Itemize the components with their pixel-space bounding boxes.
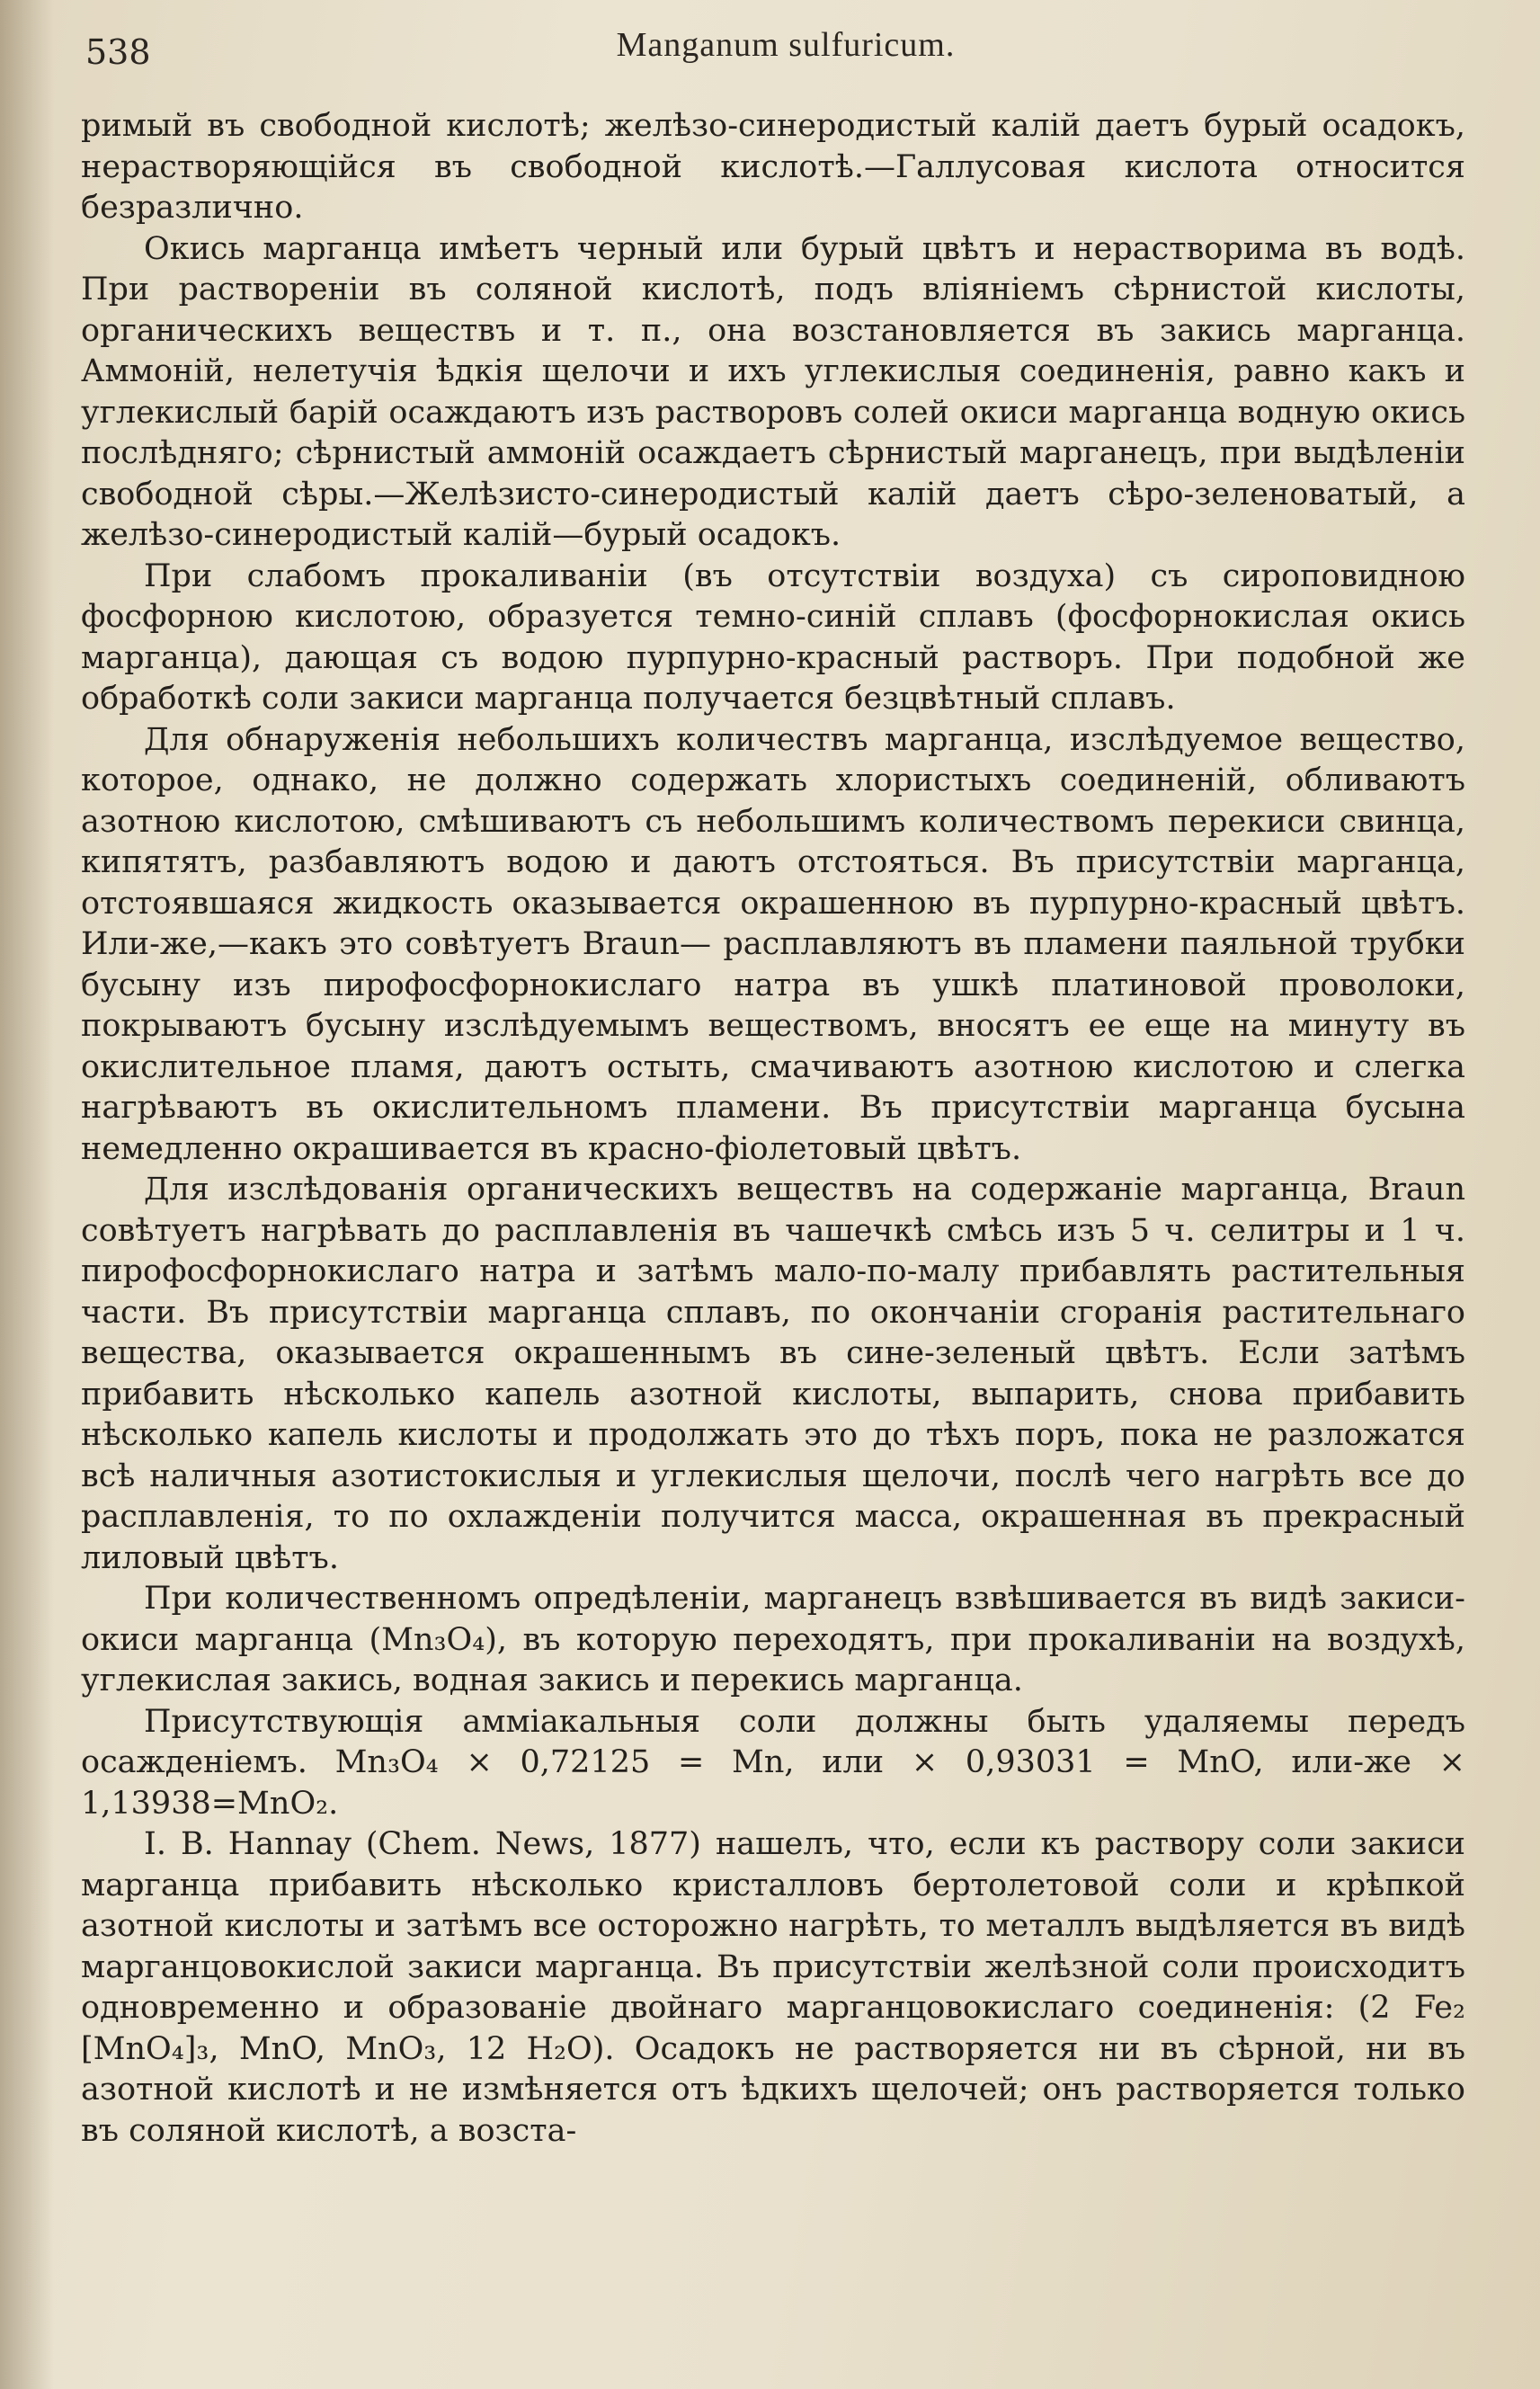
body-text xyxy=(81,106,1465,2152)
page-header xyxy=(85,25,1486,79)
paragraph: При слабомъ прокаливаніи (въ отсутствіи воздуха) съ сироповидною фосфорною кислотою, образуется темно-синій сплавъ (фосфорнокислая окись марганца), дающая съ водою пурпурно-красный растворъ. При подобной же обработкѣ соли закиси марганца получается безцвѣтный сплавъ. xyxy=(81,557,1465,717)
paragraph: Окись марганца имѣетъ черный или бурый цвѣтъ и нерастворима въ водѣ. При растворенiи въ соляной кислотѣ, подъ вліяніемъ сѣрнистой кислоты, органическихъ веществъ и т. п., она возстановляется въ закись марганца. Аммоній, нелетучія ѣдкія щелочи и ихъ углекислыя соединенія, равно какъ и углекислый барій осаждаютъ изъ растворовъ солей окиси марганца водную окись послѣдняго; сѣрнистый аммоній осаждаетъ сѣрнистый марганецъ, при выдѣленіи свободной сѣры.—Желѣзисто-синеродистый калій даетъ сѣро-зеленоватый, а желѣзо-синеродистый калій—бурый осадокъ. xyxy=(81,230,1465,553)
page-number: 538 xyxy=(85,32,151,72)
paragraph: Присутствующія амміакальныя соли должны быть удаляемы передъ осажденіемъ. Mn₃O₄ × 0,72125 = Mn, или × 0,93031 = MnO, или-же × 1,13938=MnO₂. xyxy=(81,1703,1465,1822)
running-title: Manganum sulfuricum. xyxy=(616,26,956,64)
paragraph: Для изслѣдованія органическихъ веществъ на содержаніе марганца, Braun совѣтуетъ нагрѣвать до расплавленія въ чашечкѣ смѣсь изъ 5 ч. селитры и 1 ч. пирофосфорнокислаго натра и затѣмъ мало-по-малу прибавлять растительныя части. Въ присутствіи марганца сплавъ, по окончаніи сгоранія растительнаго вещества, оказывается окрашеннымъ въ сине-зеленый цвѣтъ. Если затѣмъ прибавить нѣсколько капель азотной кислоты, выпарить, снова прибавить нѣсколько капель кислоты и продолжать это до тѣхъ поръ, пока не разложатся всѣ наличныя азотистокислыя и углекислыя щелочи, послѣ чего нагрѣть все до расплавленія, то по охлажденіи получится масса, окрашенная въ прекрасный лиловый цвѣтъ. xyxy=(81,1172,1465,1576)
paragraph: I. B. Hannay (Chem. News, 1877) нашелъ, что, если къ раствору соли закиси марганца прибавить нѣсколько кристалловъ бертолетовой соли и крѣпкой азотной кислоты и затѣмъ все осторожно нагрѣть, то металлъ выдѣляется въ видѣ марганцовокислой закиси марганца. Въ присутствіи желѣзной соли происходитъ одновременно и образованіе двойнаго марганцовокислаго соединенія: (2 Fe₂ [MnO₄]₃, MnO, MnO₃, 12 H₂O). Осадокъ не растворяется ни въ сѣрной, ни въ азотной кислотѣ и не измѣняется отъ ѣдкихъ щелочей; онъ растворяется только въ соляной кислотѣ, а возста- xyxy=(81,1826,1465,2149)
paragraph: При количественномъ опредѣленіи, марганецъ взвѣшивается въ видѣ закиси-окиси марганца (Mn₃O₄), въ которую переходятъ, при прокаливаніи на воздухѣ, углекислая закись, водная закись и перекись марганца. xyxy=(81,1581,1465,1698)
paragraph: римый въ свободной кислотѣ; желѣзо-синеродистый калій даетъ бурый осадокъ, нерастворяющійся въ свободной кислотѣ.—Галлусовая кислота относится безразлично. xyxy=(81,108,1465,226)
paragraph: Для обнаруженія небольшихъ количествъ марганца, изслѣдуемое вещество, которое, однако, не должно содержать хлористыхъ соединеній, обливаютъ азотною кислотою, смѣшиваютъ съ небольшимъ количествомъ перекиси свинца, кипятятъ, разбавляютъ водою и даютъ отстояться. Въ присутствіи марганца, отстоявшаяся жидкость оказывается окрашенною въ пурпурно-красный цвѣтъ. Или-же,—какъ это совѣтуетъ Braun— расплавляютъ въ пламени паяльной трубки бусыну изъ пирофосфорнокислаго натра въ ушкѣ платиновой проволоки, покрываютъ бусыну изслѣдуемымъ веществомъ, вносятъ ее еще на минуту въ окислительное пламя, даютъ остыть, смачиваютъ азотною кислотою и слегка нагрѣваютъ въ окислительномъ пламени. Въ присутствіи марганца бусына немедленно окрашивается въ красно-фіолетовый цвѣтъ. xyxy=(81,721,1465,1167)
page-gutter-shadow xyxy=(0,0,54,2389)
